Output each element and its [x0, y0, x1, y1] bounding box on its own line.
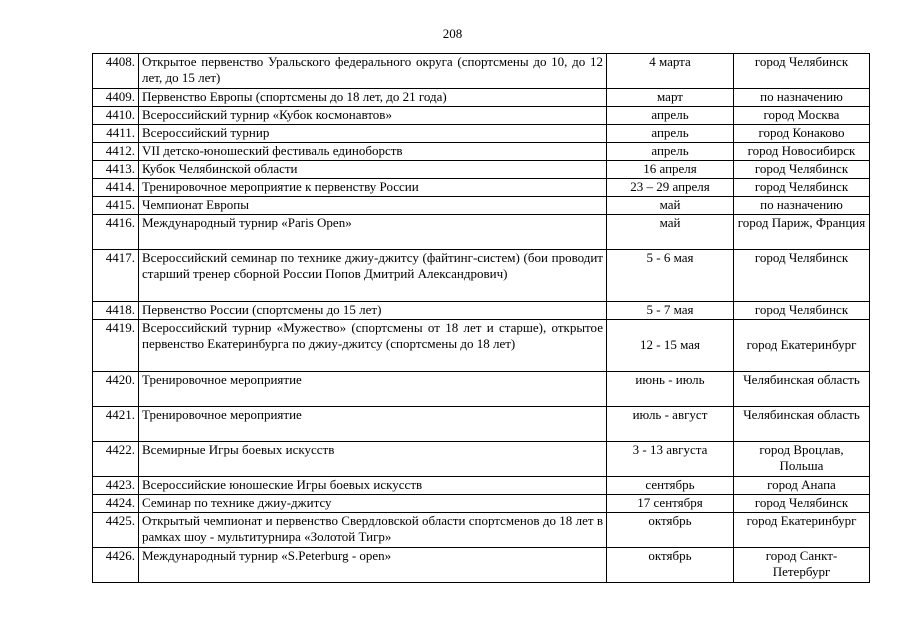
event-name: Открытый чемпионат и первенство Свердловской области спортсменов до 18 лет в рамках шоу - мультитурнира «Золотой Тигр» — [139, 513, 607, 548]
event-place: город Екатеринбург — [734, 320, 870, 372]
table-row — [93, 495, 870, 513]
event-place: город Екатеринбург — [734, 513, 870, 548]
table-row — [93, 197, 870, 215]
event-place: город Челябинск — [734, 250, 870, 302]
event-name: Всероссийский турнир — [139, 125, 607, 143]
event-date: 4 марта — [607, 54, 734, 89]
event-name: Тренировочное мероприятие — [139, 407, 607, 442]
event-date: 12 - 15 мая — [607, 320, 734, 372]
table-row — [93, 250, 870, 302]
table-row — [93, 407, 870, 442]
row-number: 4416. — [93, 215, 139, 250]
row-number: 4415. — [93, 197, 139, 215]
row-number: 4425. — [93, 513, 139, 548]
event-name: Первенство Европы (спортсмены до 18 лет, до 21 года) — [139, 89, 607, 107]
event-name: Чемпионат Европы — [139, 197, 607, 215]
event-place: по назначению — [734, 197, 870, 215]
event-place: по назначению — [734, 89, 870, 107]
table-row — [93, 548, 870, 583]
event-name: Международный турнир «Paris Open» — [139, 215, 607, 250]
event-date: 5 - 7 мая — [607, 302, 734, 320]
row-number: 4426. — [93, 548, 139, 583]
event-place: город Челябинск — [734, 302, 870, 320]
event-place: город Вроцлав, Польша — [734, 442, 870, 477]
table-row — [93, 215, 870, 250]
table-row — [93, 161, 870, 179]
event-name: Всероссийские юношеские Игры боевых искусств — [139, 477, 607, 495]
event-place: город Анапа — [734, 477, 870, 495]
event-date: июль - август — [607, 407, 734, 442]
table-row — [93, 143, 870, 161]
event-place: город Москва — [734, 107, 870, 125]
event-name: Международный турнир «S.Peterburg - open» — [139, 548, 607, 583]
event-name: Всемирные Игры боевых искусств — [139, 442, 607, 477]
event-name: Семинар по технике джиу-джитсу — [139, 495, 607, 513]
table-row — [93, 477, 870, 495]
row-number: 4414. — [93, 179, 139, 197]
event-place: город Новосибирск — [734, 143, 870, 161]
table-row — [93, 54, 870, 89]
table-row — [93, 442, 870, 477]
event-date: май — [607, 197, 734, 215]
row-number: 4412. — [93, 143, 139, 161]
row-number: 4423. — [93, 477, 139, 495]
event-date: 23 – 29 апреля — [607, 179, 734, 197]
event-name: Всероссийский турнир «Мужество» (спортсмены от 18 лет и старше), открытое первенство Екатеринбурга по джиу-джитсу (спортсмены до 18 лет) — [139, 320, 607, 372]
event-date: май — [607, 215, 734, 250]
event-date: 16 апреля — [607, 161, 734, 179]
row-number: 4408. — [93, 54, 139, 89]
event-date: 5 - 6 мая — [607, 250, 734, 302]
event-date: март — [607, 89, 734, 107]
event-date: апрель — [607, 107, 734, 125]
event-date: октябрь — [607, 513, 734, 548]
event-place: город Конаково — [734, 125, 870, 143]
event-date: апрель — [607, 143, 734, 161]
event-name: Первенство России (спортсмены до 15 лет) — [139, 302, 607, 320]
event-place: город Челябинск — [734, 161, 870, 179]
row-number: 4421. — [93, 407, 139, 442]
row-number: 4413. — [93, 161, 139, 179]
event-name: Тренировочное мероприятие — [139, 372, 607, 407]
event-date: октябрь — [607, 548, 734, 583]
event-name: VII детско-юношеский фестиваль единоборств — [139, 143, 607, 161]
event-date: 3 - 13 августа — [607, 442, 734, 477]
table-row — [93, 320, 870, 372]
row-number: 4409. — [93, 89, 139, 107]
row-number: 4419. — [93, 320, 139, 372]
table-row — [93, 302, 870, 320]
event-date: апрель — [607, 125, 734, 143]
row-number: 4420. — [93, 372, 139, 407]
event-place: Челябинская область — [734, 372, 870, 407]
event-name: Всероссийский турнир «Кубок космонавтов» — [139, 107, 607, 125]
event-name: Всероссийский семинар по технике джиу-джитсу (файтинг-систем) (бои проводит старший тренер сборной России Попов Дмитрий Александрович) — [139, 250, 607, 302]
events-table — [92, 53, 870, 583]
table-row — [93, 89, 870, 107]
event-date: 17 сентября — [607, 495, 734, 513]
event-place: город Челябинск — [734, 495, 870, 513]
event-place: город Париж, Франция — [734, 215, 870, 250]
row-number: 4417. — [93, 250, 139, 302]
page-number: 208 — [442, 26, 463, 41]
table-row — [93, 125, 870, 143]
event-place: город Челябинск — [734, 54, 870, 89]
event-name: Кубок Челябинской области — [139, 161, 607, 179]
row-number: 4418. — [93, 302, 139, 320]
table-row — [93, 107, 870, 125]
row-number: 4424. — [93, 495, 139, 513]
event-place: город Санкт-Петербург — [734, 548, 870, 583]
event-place: город Челябинск — [734, 179, 870, 197]
table-row — [93, 513, 870, 548]
table-row — [93, 179, 870, 197]
event-date: июнь - июль — [607, 372, 734, 407]
event-date: сентябрь — [607, 477, 734, 495]
event-name: Тренировочное мероприятие к первенству России — [139, 179, 607, 197]
row-number: 4411. — [93, 125, 139, 143]
row-number: 4410. — [93, 107, 139, 125]
table-row — [93, 372, 870, 407]
event-name: Открытое первенство Уральского федерального округа (спортсмены до 10, до 12 лет, до 15 лет) — [139, 54, 607, 89]
row-number: 4422. — [93, 442, 139, 477]
event-place: Челябинская область — [734, 407, 870, 442]
